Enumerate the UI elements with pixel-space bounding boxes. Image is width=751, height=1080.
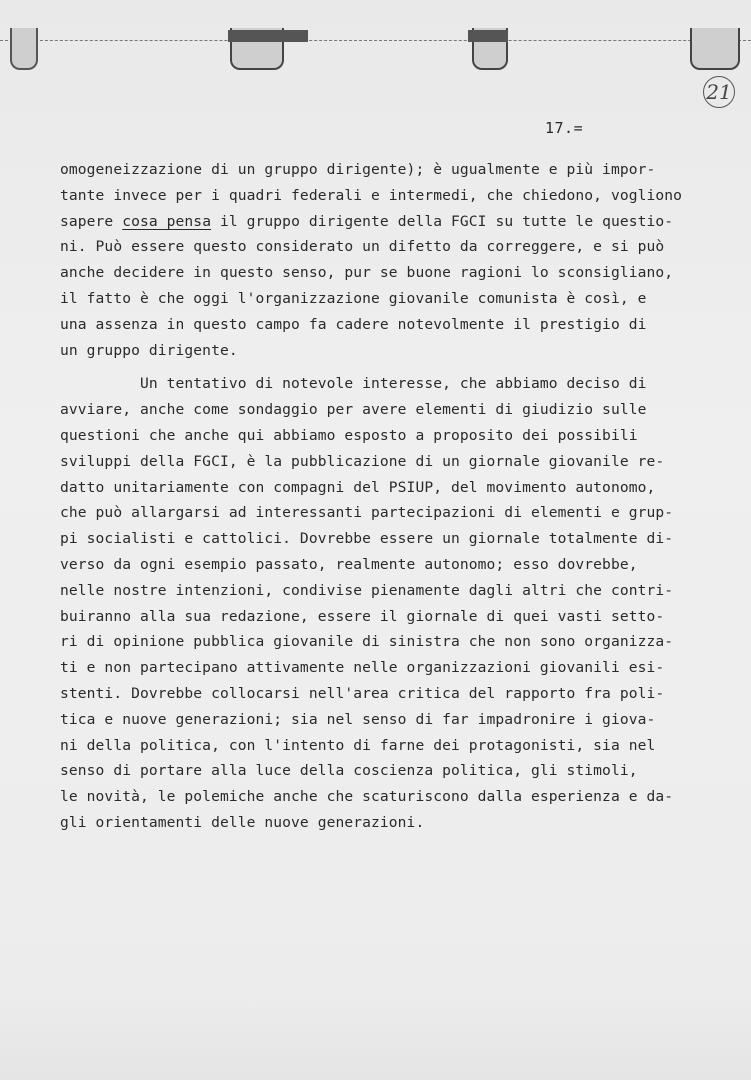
paragraph-gap bbox=[60, 363, 710, 371]
text-line: sviluppi della FGCI, è la pubblicazione di un giornale giovanile re- bbox=[60, 452, 665, 470]
text-line: avviare, anche come sondaggio per avere elementi di giudizio sulle bbox=[60, 401, 647, 419]
text-line: il fatto è che oggi l'organizzazione giovanile comunista è così, e bbox=[60, 289, 647, 307]
paper-shadow bbox=[0, 990, 751, 1080]
text-line: ni. Può essere questo considerato un difetto da correggere, e si può bbox=[60, 238, 665, 256]
text-line: sapere cosa pensa il gruppo dirigente della FGCI su tutte le questio- bbox=[60, 212, 674, 230]
text-line: un gruppo dirigente. bbox=[60, 341, 238, 359]
underlined-phrase: cosa pensa bbox=[122, 212, 212, 230]
text-line: tica e nuove generazioni; sia nel senso di far impadronire i giova- bbox=[60, 710, 656, 728]
archive-stamp: 21 bbox=[703, 76, 735, 108]
text-line: omogeneizzazione di un gruppo dirigente); è ugualmente e più impor- bbox=[60, 161, 656, 178]
text-line: tante invece per i quadri federali e intermedi, che chiedono, vogliono bbox=[60, 186, 683, 204]
binder-clip bbox=[690, 28, 740, 70]
text-line: ni della politica, con l'intento di farne dei protagonisti, sia nel bbox=[60, 736, 656, 754]
text-line: che può allargarsi ad interessanti partecipazioni di elementi e grup- bbox=[60, 504, 674, 522]
text-line: verso da ogni esempio passato, realmente autonomo; esso dovrebbe, bbox=[60, 555, 638, 573]
text-line: buiranno alla sua redazione, essere il giornale di quei vasti setto- bbox=[60, 607, 665, 625]
typed-body-text bbox=[60, 157, 710, 836]
binder-bar bbox=[228, 30, 308, 42]
text-line: una assenza in questo campo fa cadere notevolmente il prestigio di bbox=[60, 315, 647, 333]
page-top-edge bbox=[0, 40, 751, 43]
text-line: ri di opinione pubblica giovanile di sinistra che non sono organizza- bbox=[60, 633, 674, 651]
text-line: anche decidere in questo senso, pur se buone ragioni lo sconsigliano, bbox=[60, 264, 674, 282]
text-line: le novità, le polemiche anche che scaturiscono dalla esperienza e da- bbox=[60, 788, 674, 806]
page-number: 17.= bbox=[545, 119, 584, 137]
text-line: gli orientamenti delle nuove generazioni. bbox=[60, 813, 425, 831]
binder-clip bbox=[10, 28, 38, 70]
text-line: ti e non partecipano attivamente nelle organizzazioni giovanili esi- bbox=[60, 659, 665, 677]
binder-bar bbox=[468, 30, 508, 42]
text-line: senso di portare alla luce della coscienza politica, gli stimoli, bbox=[60, 762, 638, 780]
text-line: Un tentativo di notevole interesse, che abbiamo deciso di bbox=[60, 375, 647, 393]
text-line: questioni che anche qui abbiamo esposto a proposito dei possibili bbox=[60, 426, 638, 444]
text-line: pi socialisti e cattolici. Dovrebbe essere un giornale totalmente di- bbox=[60, 530, 674, 548]
text-line: datto unitariamente con compagni del PSIUP, del movimento autonomo, bbox=[60, 478, 656, 496]
text-line: nelle nostre intenzioni, condivise pienamente dagli altri che contri- bbox=[60, 581, 674, 599]
text-line: stenti. Dovrebbe collocarsi nell'area critica del rapporto fra poli- bbox=[60, 684, 665, 702]
